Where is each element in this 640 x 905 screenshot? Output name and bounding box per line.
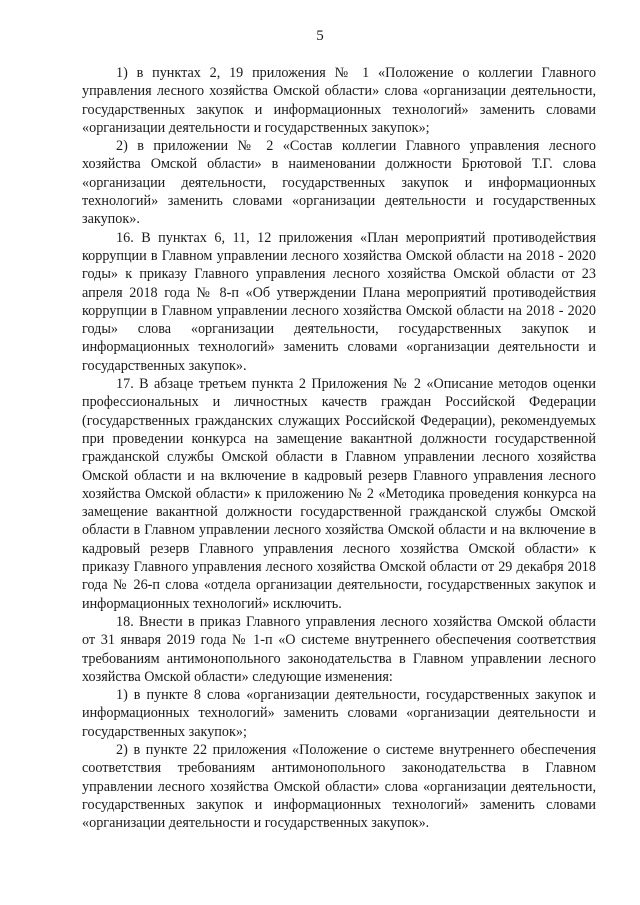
paragraph-item-2: 2) в приложении № 2 «Состав коллегии Главного управления лесного хозяйства Омской области» в наименовании должности Брютовой Т.Г. слова «организации деятельности, государственных закупок и информационных технологий» заменить словами «организации деятельности и государственных закупок». bbox=[82, 138, 596, 228]
paragraph-section-18-item-1: 1) в пункте 8 слова «организации деятельности, государственных закупок и информационных технологий» заменить словами «организации деятельности и государственных закупок»; bbox=[82, 687, 596, 740]
paragraph-section-16: 16. В пунктах 6, 11, 12 приложения «План мероприятий противодействия коррупции в Главном управлении лесного хозяйства Омской области на 2018 - 2020 годы» к приказу Главного управления лесного хозяйства Омской области от 23 апреля 2018 года № 8-п «Об утверждении Плана мероприятий противодействия коррупции в Главном управлении лесного хозяйства Омской области на 2018 - 2020 годы» слова «организации деятельности, государственных закупок и информационных технологий» заменить словами «организации деятельности и государственных закупок». bbox=[82, 229, 596, 374]
paragraph-item-1: 1) в пунктах 2, 19 приложения № 1 «Положение о коллегии Главного управления лесного хозяйства Омской области» слова «организации деятельности, государственных закупок и информационных технологий» заменить словами «организации деятельности и государственных закупок»; bbox=[82, 65, 596, 136]
paragraph-section-17: 17. В абзаце третьем пункта 2 Приложения № 2 «Описание методов оценки профессиональных и личностных качеств граждан Российской Федерации (государственных гражданских служащих Российской Федерации), рекомендуемых при проведении конкурса на замещение вакантной должности государственной гражданской службы Омской области в Главном управлении лесного хозяйства Омской области и на включение в кадровый резерв Главного управления лесного хозяйства Омской области» к приложению № 2 «Методика проведения конкурса на замещение вакантной должности государственной гражданской службы Омской области в Главном управлении лесного хозяйства Омской области и на включение в кадровый резерв Главного управления лесного хозяйства Омской области» к приказу Главного управления лесного хозяйства Омской области от 29 декабря 2018 года № 26-п слова «отдела организации деятельности, государственных закупок и информационных технологий» исключить. bbox=[82, 376, 596, 612]
paragraph-section-18-item-2: 2) в пункте 22 приложения «Положение о системе внутреннего обеспечения соответствия требованиям антимонопольного законодательства в Главном управлении лесного хозяйства Омской области» слова «организации деятельности, государственных закупок и информационных технологий» заменить словами «организации деятельности и государственных закупок». bbox=[82, 741, 596, 832]
document-body bbox=[82, 64, 596, 832]
paragraph-section-18: 18. Внести в приказ Главного управления лесного хозяйства Омской области от 31 января 2019 года № 1-п «О системе внутреннего обеспечения соответствия требованиям антимонопольного законодательства в Главном управлении лесного хозяйства Омской области» следующие изменения: bbox=[82, 613, 596, 685]
page-number: 5 bbox=[316, 28, 324, 44]
